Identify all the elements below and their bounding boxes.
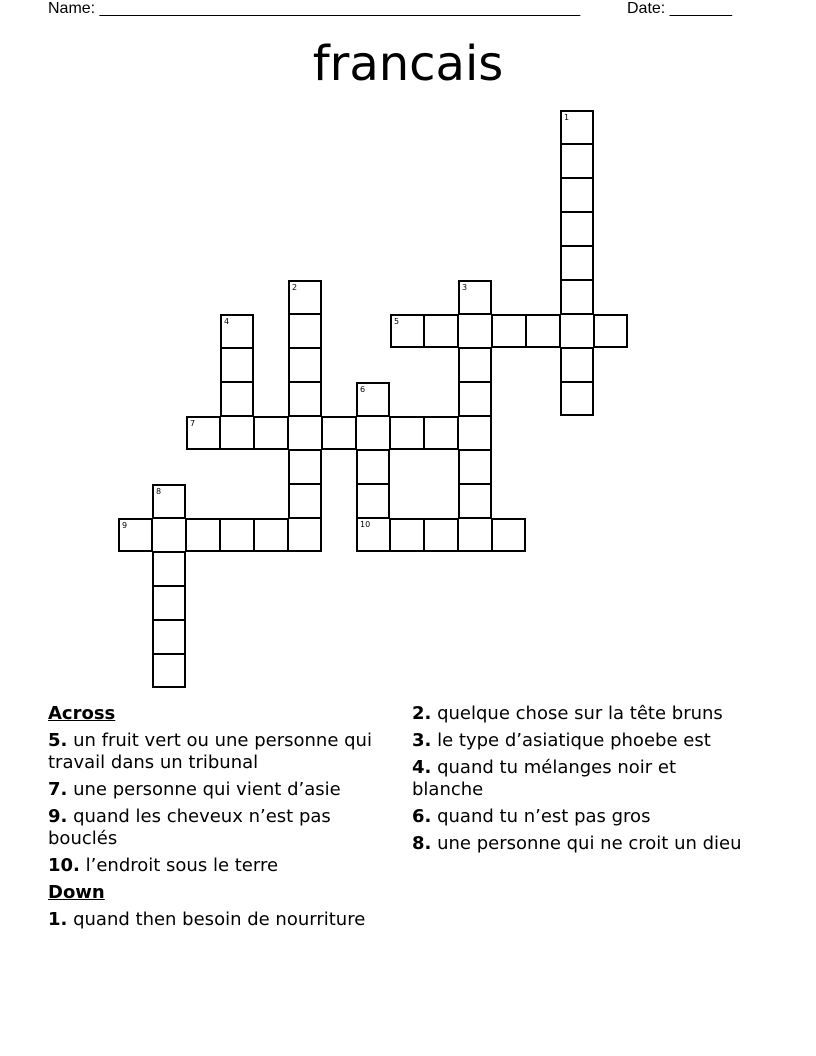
crossword-cell[interactable] <box>526 314 560 348</box>
clue-number: 1. <box>48 909 68 930</box>
crossword-cell[interactable] <box>152 518 186 552</box>
crossword-cell[interactable] <box>560 348 594 382</box>
clue-item <box>48 730 388 774</box>
crossword-cell[interactable] <box>288 314 322 348</box>
crossword-cell[interactable] <box>288 348 322 382</box>
crossword-cell[interactable] <box>288 416 322 450</box>
crossword-cell[interactable] <box>594 314 628 348</box>
crossword-cell[interactable] <box>288 280 322 314</box>
clue-item <box>412 806 752 828</box>
date-field[interactable]: Date: _______ <box>627 0 732 17</box>
crossword-cell[interactable] <box>220 416 254 450</box>
clue-number: 2. <box>412 703 432 724</box>
crossword-cell[interactable] <box>288 518 322 552</box>
cell-number: 2 <box>292 283 298 292</box>
crossword-cell[interactable] <box>356 450 390 484</box>
crossword-cell[interactable] <box>458 382 492 416</box>
name-field[interactable]: Name: ______________________________________________________ <box>48 0 581 17</box>
clue-number: 10. <box>48 855 80 876</box>
crossword-cell[interactable] <box>458 484 492 518</box>
clue-item <box>48 779 388 801</box>
crossword-cell[interactable] <box>118 518 152 552</box>
clue-item <box>412 703 752 725</box>
clue-number: 8. <box>412 833 432 854</box>
cell-number: 5 <box>394 317 400 326</box>
clue-item <box>48 855 388 877</box>
crossword-cell[interactable] <box>254 518 288 552</box>
crossword-cell[interactable] <box>424 518 458 552</box>
crossword-cell[interactable] <box>390 518 424 552</box>
clue-text: le type d’asiatique phoebe est <box>431 730 711 751</box>
cell-number: 8 <box>156 487 162 496</box>
cell-number: 1 <box>564 113 570 122</box>
crossword-cell[interactable] <box>560 280 594 314</box>
crossword-cell[interactable] <box>492 518 526 552</box>
clues-left-column <box>48 703 388 936</box>
clue-text: quand les cheveux n’est pas bouclés <box>48 806 331 849</box>
crossword-cell[interactable] <box>560 246 594 280</box>
clue-item <box>48 909 388 931</box>
crossword-cell[interactable] <box>560 314 594 348</box>
cell-number: 9 <box>122 521 128 530</box>
crossword-cell[interactable] <box>220 348 254 382</box>
crossword-cell[interactable] <box>356 382 390 416</box>
crossword-cell[interactable] <box>254 416 288 450</box>
crossword-cell[interactable] <box>186 518 220 552</box>
crossword-cell[interactable] <box>424 416 458 450</box>
clue-text: quand tu mélanges noir et blanche <box>412 757 677 800</box>
clue-number: 3. <box>412 730 432 751</box>
crossword-cell[interactable] <box>356 518 390 552</box>
crossword-cell[interactable] <box>458 280 492 314</box>
clue-text: l’endroit sous le terre <box>79 855 279 876</box>
cell-number: 7 <box>190 419 196 428</box>
clue-text: quand tu n’est pas gros <box>431 806 651 827</box>
page-title: francais <box>312 36 504 92</box>
crossword-cell[interactable] <box>152 586 186 620</box>
crossword-cell[interactable] <box>492 314 526 348</box>
clue-text: un fruit vert ou une personne qui travail dans un tribunal <box>48 730 372 773</box>
crossword-cell[interactable] <box>288 382 322 416</box>
clue-number: 7. <box>48 779 68 800</box>
clue-item <box>412 833 752 855</box>
clue-text: quelque chose sur la tête bruns <box>431 703 723 724</box>
down-heading: Down <box>48 882 105 903</box>
clue-text: une personne qui ne croit un dieu <box>431 833 742 854</box>
crossword-cell[interactable] <box>356 484 390 518</box>
crossword-cell[interactable] <box>560 382 594 416</box>
clue-number: 4. <box>412 757 432 778</box>
crossword-cell[interactable] <box>288 450 322 484</box>
clue-item <box>48 806 388 850</box>
clue-text: une personne qui vient d’asie <box>67 779 341 800</box>
clue-item <box>412 757 752 801</box>
cell-number: 4 <box>224 317 230 326</box>
clue-number: 6. <box>412 806 432 827</box>
crossword-cell[interactable] <box>356 416 390 450</box>
crossword-cell[interactable] <box>220 382 254 416</box>
crossword-cell[interactable] <box>424 314 458 348</box>
crossword-cell[interactable] <box>390 314 424 348</box>
cell-number: 6 <box>360 385 366 394</box>
crossword-cell[interactable] <box>458 518 492 552</box>
crossword-cell[interactable] <box>560 110 594 144</box>
crossword-cell[interactable] <box>186 416 220 450</box>
clues-right-column <box>412 703 752 860</box>
crossword-cell[interactable] <box>560 212 594 246</box>
crossword-cell[interactable] <box>152 484 186 518</box>
crossword-cell[interactable] <box>458 416 492 450</box>
crossword-cell[interactable] <box>288 484 322 518</box>
crossword-cell[interactable] <box>458 314 492 348</box>
clue-number: 5. <box>48 730 68 751</box>
crossword-cell[interactable] <box>152 552 186 586</box>
cell-number: 3 <box>462 283 468 292</box>
crossword-cell[interactable] <box>152 654 186 688</box>
crossword-cell[interactable] <box>152 620 186 654</box>
crossword-cell[interactable] <box>560 178 594 212</box>
crossword-cell[interactable] <box>220 314 254 348</box>
clue-text: quand then besoin de nourriture <box>67 909 366 930</box>
clue-number: 9. <box>48 806 68 827</box>
crossword-cell[interactable] <box>458 348 492 382</box>
crossword-cell[interactable] <box>560 144 594 178</box>
cell-number: 10 <box>360 520 371 529</box>
crossword-cell[interactable] <box>458 450 492 484</box>
crossword-cell[interactable] <box>220 518 254 552</box>
crossword-cell[interactable] <box>322 416 356 450</box>
crossword-cell[interactable] <box>390 416 424 450</box>
across-heading: Across <box>48 703 116 724</box>
clue-item <box>412 730 752 752</box>
